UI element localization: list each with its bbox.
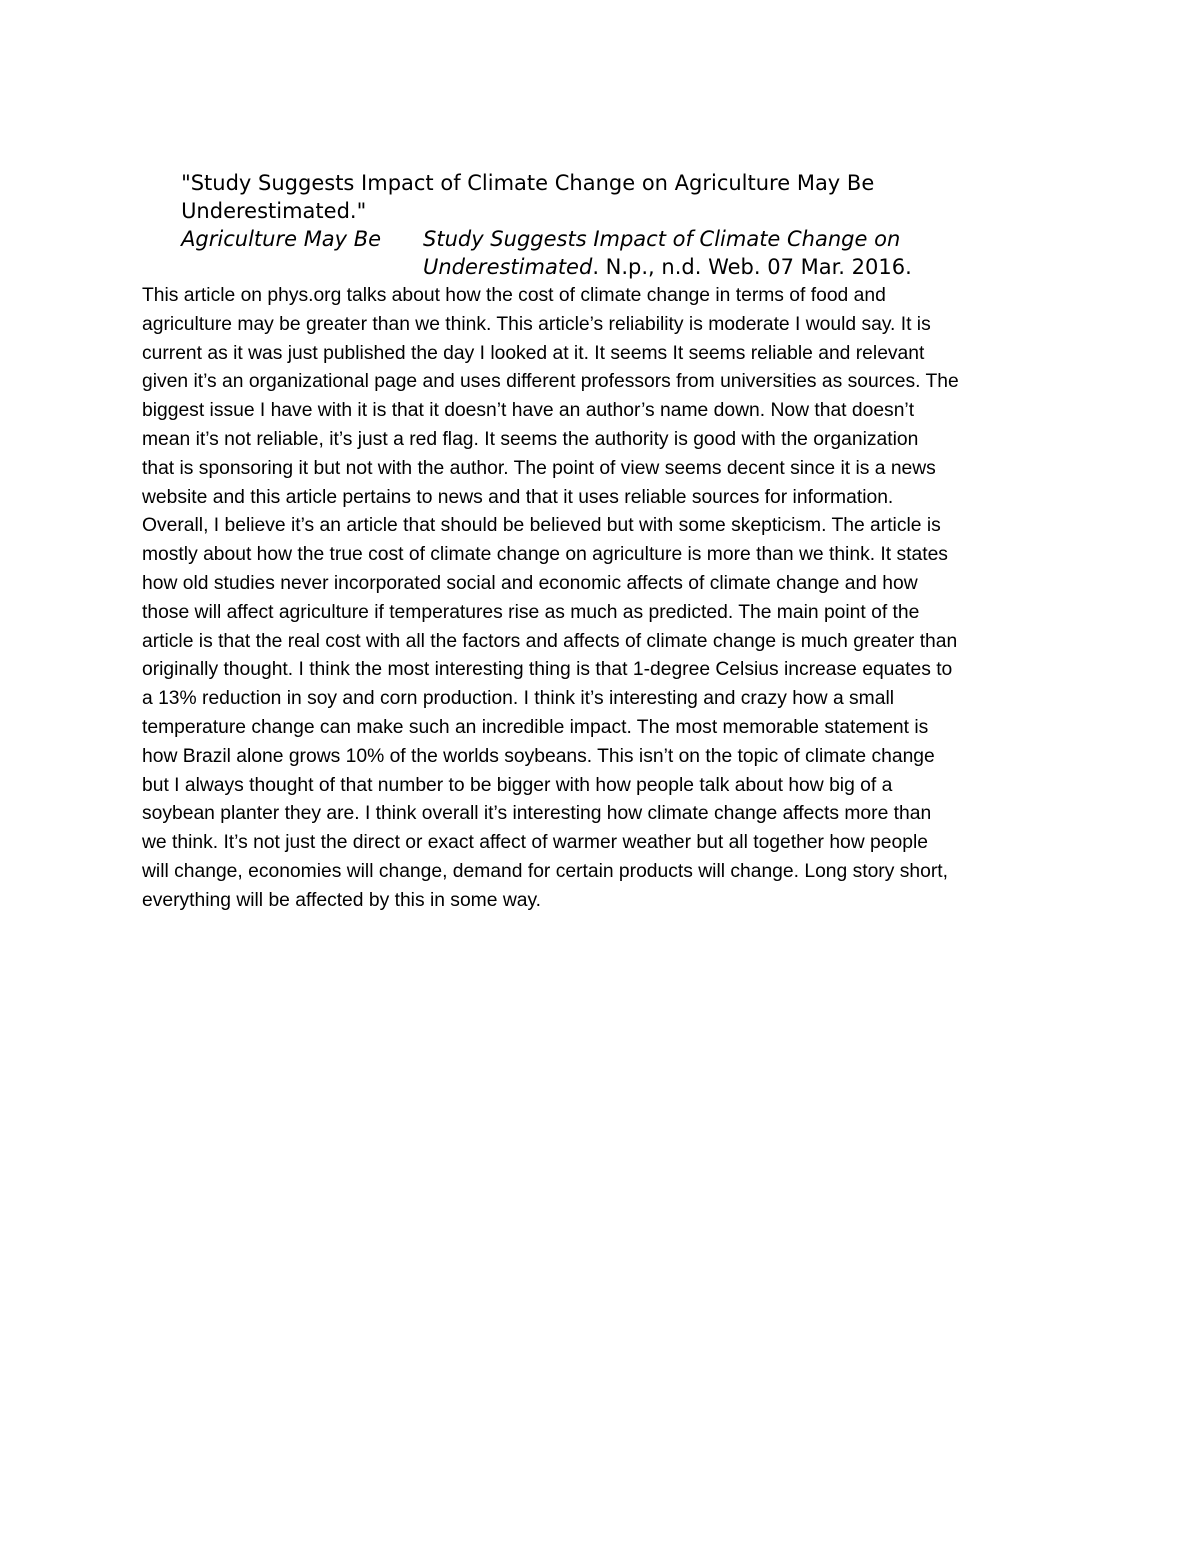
citation-source-end <box>423 253 912 281</box>
citation-source-title-cont: Agriculture May Be <box>181 227 382 251</box>
citation-line-1 <box>141 141 1061 195</box>
paragraph-line: a 13% reduction in soy and corn production. I think it’s interesting and crazy how a small <box>142 688 895 710</box>
citation-title: "Study Suggests Impact of Climate Change on Agriculture May Be <box>181 171 875 195</box>
citation-block <box>141 141 1061 279</box>
paragraph-line: soybean planter they are. I think overall it’s interesting how climate change affects more than <box>142 803 932 825</box>
paragraph-line: but I always thought of that number to be bigger with how people talk about how big of a <box>142 774 893 796</box>
paragraph-line: given it’s an organizational page and uses different professors from universities as sources. The <box>142 371 959 393</box>
citation-publication-info: . N.p., n.d. Web. 07 Mar. 2016. <box>592 255 912 279</box>
citation-title-end: Underestimated." <box>181 199 367 223</box>
paragraph-line: temperature change can make such an incredible impact. The most memorable statement is <box>142 716 929 738</box>
paragraph-line: article is that the real cost with all the factors and affects of climate change is much greater than <box>142 630 958 652</box>
paragraph-line: everything will be affected by this in some way. <box>142 889 542 911</box>
paragraph-line: will change, economies will change, demand for certain products will change. Long story short, <box>142 860 948 882</box>
paragraph-line: originally thought. I think the most interesting thing is that 1-degree Celsius increase equates to <box>142 659 953 681</box>
paragraph-line: how Brazil alone grows 10% of the worlds soybeans. This isn’t on the topic of climate change <box>142 745 935 767</box>
article-summary-paragraph <box>142 282 1062 916</box>
citation-source-title-end: Underestimated <box>423 255 593 279</box>
citation-source-title: Study Suggests Impact of Climate Change on <box>423 227 901 251</box>
paragraph-line: those will affect agriculture if temperatures rise as much as predicted. The main point of the <box>142 601 920 623</box>
paragraph-line: current as it was just published the day I looked at it. It seems It seems reliable and relevant <box>142 342 925 364</box>
paragraph-line: how old studies never incorporated social and economic affects of climate change and how <box>142 572 918 594</box>
paragraph-line: website and this article pertains to news and that it uses reliable sources for information. <box>142 486 894 508</box>
paragraph-line: we think. It’s not just the direct or exact affect of warmer weather but all together how people <box>142 832 928 854</box>
paragraph-line: that is sponsoring it but not with the author. The point of view seems decent since it is a news <box>142 457 936 479</box>
paragraph-line: mean it’s not reliable, it’s just a red flag. It seems the authority is good with the organization <box>142 428 919 450</box>
paragraph-line: agriculture may be greater than we think. This article’s reliability is moderate I would say. It is <box>142 313 931 335</box>
paragraph-line: biggest issue I have with it is that it doesn’t have an author’s name down. Now that doesn’t <box>142 400 915 422</box>
paragraph-line: Overall, I believe it’s an article that should be believed but with some skepticism. The article is <box>142 515 941 537</box>
paragraph-line: This article on phys.org talks about how the cost of climate change in terms of food and <box>142 285 886 306</box>
paragraph-line: mostly about how the true cost of climate change on agriculture is more than we think. It states <box>142 544 948 566</box>
